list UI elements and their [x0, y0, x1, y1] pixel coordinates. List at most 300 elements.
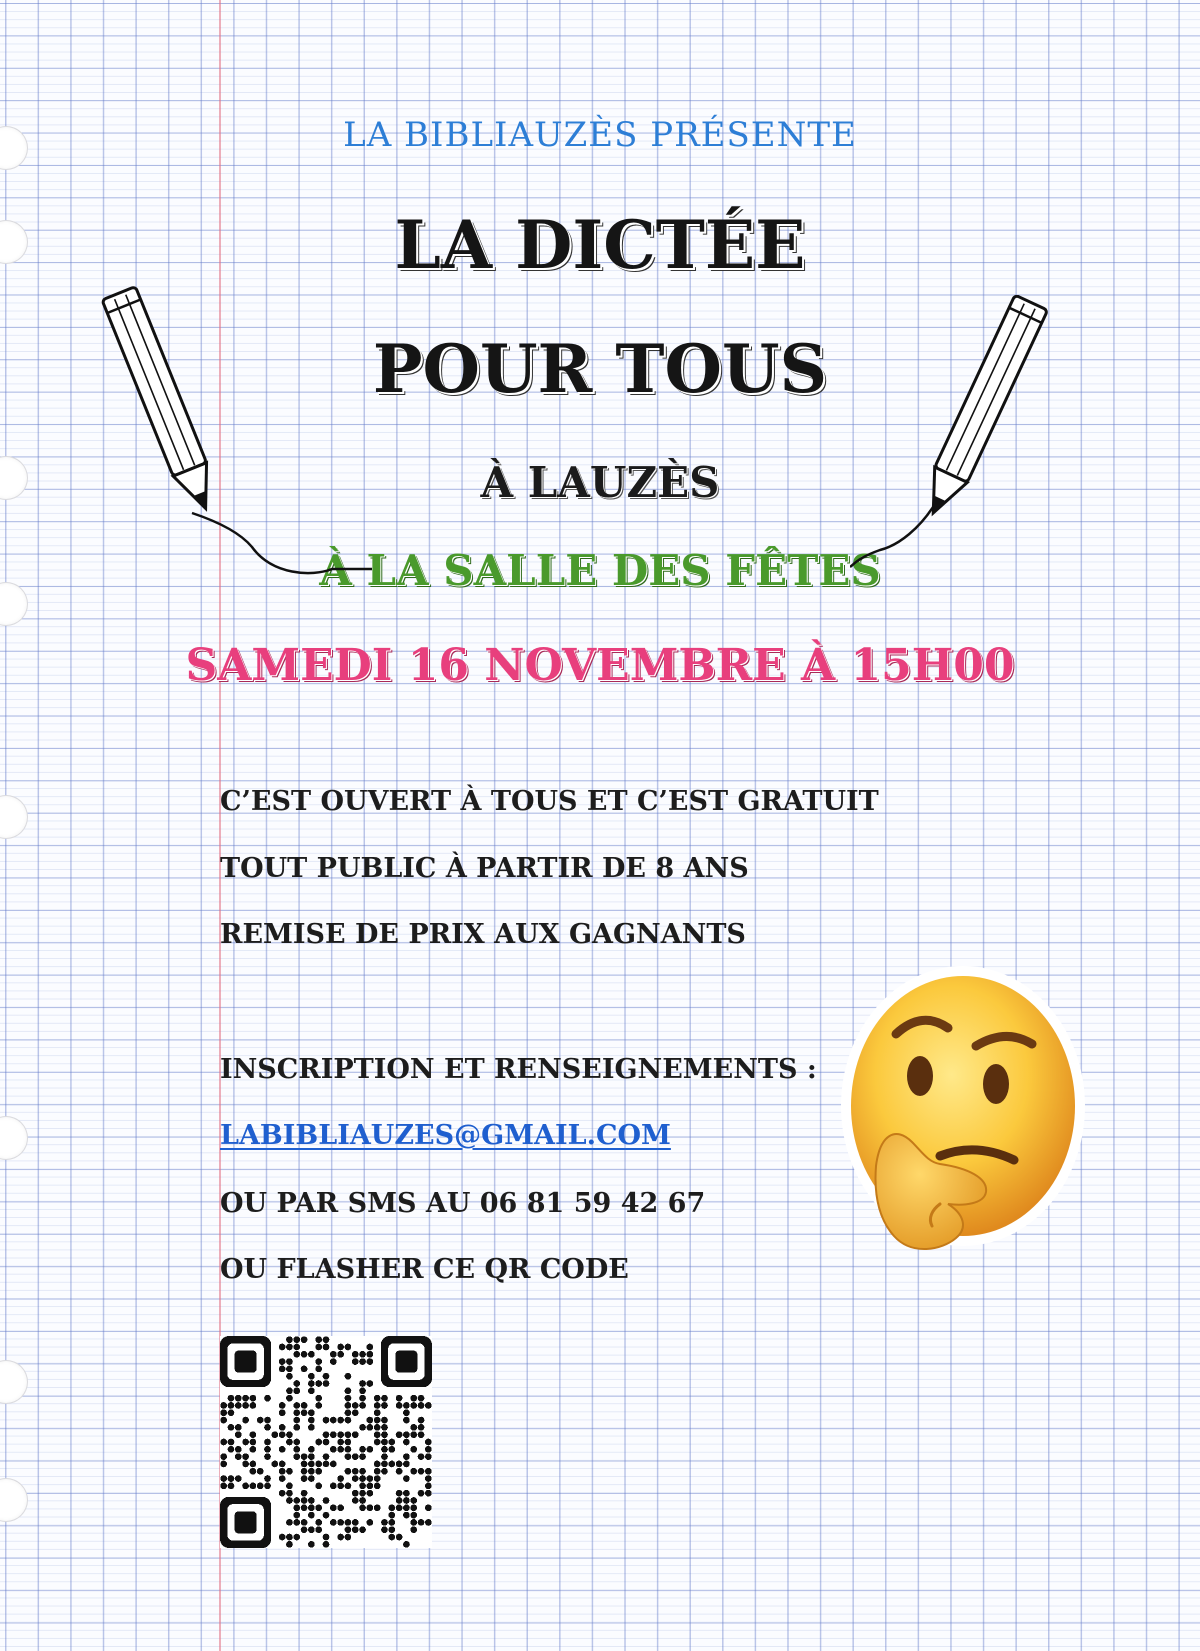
qr-module [345, 1453, 352, 1460]
qr-module [315, 1336, 322, 1343]
qr-module [279, 1366, 286, 1373]
qr-module [301, 1504, 308, 1511]
qr-module [301, 1453, 308, 1460]
qr-module [242, 1395, 249, 1402]
qr-module [323, 1380, 330, 1387]
event-town: À LAUZÈS [480, 458, 720, 507]
qr-module [425, 1446, 432, 1453]
qr-module [352, 1431, 359, 1438]
qr-module [418, 1395, 425, 1402]
qr-module [286, 1541, 293, 1548]
qr-module [308, 1475, 315, 1482]
qr-module [374, 1482, 381, 1489]
qr-module [220, 1402, 227, 1409]
qr-module [323, 1336, 330, 1343]
qr-module [352, 1490, 359, 1497]
qr-module [220, 1475, 227, 1482]
qr-module [352, 1351, 359, 1358]
qr-module [220, 1417, 227, 1424]
qr-module [388, 1519, 395, 1526]
qr-module [235, 1395, 242, 1402]
punch-hole [0, 1116, 28, 1160]
qr-module [228, 1482, 235, 1489]
qr-module [315, 1468, 322, 1475]
info-prizes: REMISE DE PRIX AUX GAGNANTS [220, 919, 746, 950]
qr-module [359, 1395, 366, 1402]
qr-module [228, 1446, 235, 1453]
qr-module [323, 1417, 330, 1424]
presenter-line: LA BIBLIAUZÈS PRÉSENTE [343, 115, 857, 155]
qr-module [301, 1402, 308, 1409]
qr-module [374, 1431, 381, 1438]
qr-module [301, 1490, 308, 1497]
qr-module [242, 1417, 249, 1424]
qr-module [410, 1526, 417, 1533]
qr-module [374, 1461, 381, 1468]
qr-module [308, 1446, 315, 1453]
qr-module [228, 1424, 235, 1431]
qr-module [279, 1461, 286, 1468]
qr-module [286, 1497, 293, 1504]
qr-module [279, 1431, 286, 1438]
qr-module [250, 1461, 257, 1468]
qr-module [352, 1409, 359, 1416]
qr-module [418, 1453, 425, 1460]
qr-module [323, 1344, 330, 1351]
qr-module [315, 1526, 322, 1533]
qr-module [235, 1446, 242, 1453]
qr-module [286, 1387, 293, 1394]
qr-module [279, 1475, 286, 1482]
qr-module [337, 1504, 344, 1511]
qr-module [410, 1424, 417, 1431]
qr-module [264, 1417, 271, 1424]
qr-module [308, 1417, 315, 1424]
qr-module [286, 1439, 293, 1446]
qr-module [330, 1351, 337, 1358]
qr-module [228, 1402, 235, 1409]
qr-module [293, 1446, 300, 1453]
qr-module [381, 1453, 388, 1460]
qr-module [403, 1439, 410, 1446]
qr-module [286, 1534, 293, 1541]
qr-module [352, 1475, 359, 1482]
qr-module [279, 1358, 286, 1365]
qr-module [418, 1417, 425, 1424]
qr-module [235, 1431, 242, 1438]
qr-module [330, 1417, 337, 1424]
qr-module [279, 1344, 286, 1351]
qr-module [396, 1534, 403, 1541]
qr-module [337, 1417, 344, 1424]
qr-module [418, 1424, 425, 1431]
qr-module [359, 1387, 366, 1394]
qr-module [425, 1468, 432, 1475]
qr-module [410, 1446, 417, 1453]
qr-module [286, 1366, 293, 1373]
qr-code-icon [220, 1336, 432, 1548]
qr-module [315, 1395, 322, 1402]
qr-module [366, 1490, 373, 1497]
qr-module [403, 1512, 410, 1519]
qr-module [396, 1402, 403, 1409]
qr-module [220, 1461, 227, 1468]
qr-module [359, 1446, 366, 1453]
contact-sms: OU PAR SMS AU 06 81 59 42 67 [220, 1188, 706, 1219]
qr-module [330, 1431, 337, 1438]
qr-module [250, 1402, 257, 1409]
qr-module [359, 1475, 366, 1482]
qr-module [396, 1504, 403, 1511]
punch-hole [0, 1478, 28, 1522]
qr-module [330, 1519, 337, 1526]
qr-module [381, 1417, 388, 1424]
poster-title-line-1: LA DICTÉE [394, 206, 806, 284]
qr-module [359, 1482, 366, 1489]
qr-module [374, 1409, 381, 1416]
qr-module [345, 1373, 352, 1380]
punch-hole [0, 1360, 28, 1404]
qr-module [286, 1519, 293, 1526]
qr-module [250, 1482, 257, 1489]
qr-module [425, 1504, 432, 1511]
qr-module [388, 1504, 395, 1511]
qr-module [410, 1497, 417, 1504]
qr-module [374, 1468, 381, 1475]
qr-module [374, 1395, 381, 1402]
qr-module [388, 1512, 395, 1519]
qr-module [308, 1351, 315, 1358]
qr-module [315, 1358, 322, 1365]
qr-module [366, 1424, 373, 1431]
qr-module [264, 1395, 271, 1402]
qr-module [293, 1351, 300, 1358]
qr-module [301, 1468, 308, 1475]
qr-module [381, 1526, 388, 1533]
qr-module [337, 1446, 344, 1453]
qr-module [315, 1482, 322, 1489]
qr-module [345, 1534, 352, 1541]
qr-module [345, 1387, 352, 1394]
qr-module [279, 1490, 286, 1497]
qr-module [286, 1358, 293, 1365]
qr-module [337, 1475, 344, 1482]
qr-module [323, 1431, 330, 1438]
qr-module [315, 1519, 322, 1526]
qr-module [403, 1409, 410, 1416]
qr-module [315, 1366, 322, 1373]
qr-module [381, 1395, 388, 1402]
qr-module [308, 1373, 315, 1380]
qr-module [286, 1468, 293, 1475]
qr-module [337, 1431, 344, 1438]
qr-module [220, 1409, 227, 1416]
qr-module [323, 1453, 330, 1460]
contact-email-link[interactable]: LABIBLIAUZES@GMAIL.COM [220, 1120, 671, 1151]
qr-module [352, 1497, 359, 1504]
qr-module [293, 1534, 300, 1541]
info-open-free: C’EST OUVERT À TOUS ET C’EST GRATUIT [220, 786, 879, 817]
qr-module [374, 1504, 381, 1511]
qr-module [315, 1461, 322, 1468]
qr-module [235, 1402, 242, 1409]
qr-module [293, 1497, 300, 1504]
qr-module [352, 1526, 359, 1533]
qr-module [388, 1461, 395, 1468]
qr-module [352, 1519, 359, 1526]
qr-module [293, 1336, 300, 1343]
qr-module [279, 1402, 286, 1409]
qr-module [366, 1504, 373, 1511]
punch-hole [0, 795, 28, 839]
qr-module [366, 1475, 373, 1482]
qr-module [235, 1453, 242, 1460]
qr-module [301, 1519, 308, 1526]
qr-module [308, 1541, 315, 1548]
qr-module [345, 1439, 352, 1446]
qr-module [345, 1409, 352, 1416]
qr-module [308, 1504, 315, 1511]
qr-module [293, 1402, 300, 1409]
qr-module [293, 1417, 300, 1424]
qr-module [228, 1409, 235, 1416]
qr-module [359, 1424, 366, 1431]
qr-module [308, 1468, 315, 1475]
qr-module [403, 1475, 410, 1482]
qr-module [323, 1534, 330, 1541]
qr-module [359, 1504, 366, 1511]
event-date-time: SAMEDI 16 NOVEMBRE À 15H00 [185, 640, 1015, 691]
qr-module [381, 1439, 388, 1446]
qr-module [264, 1439, 271, 1446]
qr-module [293, 1453, 300, 1460]
qr-module [381, 1468, 388, 1475]
qr-module [323, 1439, 330, 1446]
qr-module [410, 1431, 417, 1438]
qr-module [410, 1402, 417, 1409]
qr-module [293, 1504, 300, 1511]
qr-module [366, 1358, 373, 1365]
qr-module [366, 1519, 373, 1526]
qr-module [359, 1380, 366, 1387]
qr-module [403, 1504, 410, 1511]
qr-module [293, 1512, 300, 1519]
qr-module [293, 1424, 300, 1431]
qr-module [345, 1402, 352, 1409]
qr-module [228, 1439, 235, 1446]
qr-module [345, 1344, 352, 1351]
qr-module [301, 1351, 308, 1358]
qr-module [279, 1446, 286, 1453]
qr-module [366, 1482, 373, 1489]
qr-module [359, 1402, 366, 1409]
qr-module [330, 1461, 337, 1468]
qr-module [257, 1417, 264, 1424]
qr-module [388, 1526, 395, 1533]
qr-module [425, 1475, 432, 1482]
qr-module [308, 1424, 315, 1431]
right-pencil-icon [850, 295, 1100, 595]
qr-module [235, 1475, 242, 1482]
qr-module [381, 1431, 388, 1438]
qr-module [374, 1402, 381, 1409]
qr-module [403, 1402, 410, 1409]
qr-module [257, 1468, 264, 1475]
qr-module [250, 1468, 257, 1475]
qr-module [374, 1424, 381, 1431]
qr-module [286, 1373, 293, 1380]
qr-module [410, 1395, 417, 1402]
poster-title-line-2: POUR TOUS [372, 330, 828, 408]
qr-module [293, 1409, 300, 1416]
qr-module [293, 1380, 300, 1387]
qr-module [293, 1387, 300, 1394]
qr-module [403, 1453, 410, 1460]
qr-module [308, 1380, 315, 1387]
qr-module [323, 1497, 330, 1504]
qr-module [359, 1490, 366, 1497]
qr-module [301, 1336, 308, 1343]
qr-module [359, 1351, 366, 1358]
qr-module [352, 1402, 359, 1409]
qr-module [242, 1402, 249, 1409]
qr-module [286, 1395, 293, 1402]
qr-module [301, 1497, 308, 1504]
qr-module [366, 1380, 373, 1387]
qr-module [418, 1519, 425, 1526]
qr-module [315, 1344, 322, 1351]
qr-module [425, 1439, 432, 1446]
qr-module [323, 1461, 330, 1468]
qr-module [323, 1541, 330, 1548]
qr-module [403, 1431, 410, 1438]
qr-module [330, 1504, 337, 1511]
qr-module [337, 1439, 344, 1446]
qr-module [286, 1344, 293, 1351]
qr-module [359, 1468, 366, 1475]
qr-module [345, 1468, 352, 1475]
qr-module [403, 1490, 410, 1497]
qr-module [220, 1439, 227, 1446]
qr-module [418, 1490, 425, 1497]
qr-module [345, 1431, 352, 1438]
qr-module [410, 1468, 417, 1475]
qr-module [293, 1439, 300, 1446]
qr-module [220, 1482, 227, 1489]
qr-module [301, 1461, 308, 1468]
qr-module [403, 1461, 410, 1468]
qr-module [286, 1431, 293, 1438]
qr-module [366, 1344, 373, 1351]
qr-module [345, 1526, 352, 1533]
qr-module [228, 1475, 235, 1482]
qr-module [264, 1424, 271, 1431]
qr-module [293, 1344, 300, 1351]
qr-module [242, 1453, 249, 1460]
qr-module [374, 1439, 381, 1446]
qr-module [242, 1482, 249, 1489]
qr-module [359, 1453, 366, 1460]
contact-qr-prompt: OU FLASHER CE QR CODE [220, 1254, 629, 1285]
info-audience: TOUT PUBLIC À PARTIR DE 8 ANS [220, 853, 749, 884]
qr-module [250, 1439, 257, 1446]
qr-module [381, 1402, 388, 1409]
qr-module [396, 1431, 403, 1438]
qr-module [425, 1453, 432, 1460]
qr-module [352, 1468, 359, 1475]
qr-module [308, 1526, 315, 1533]
qr-module [279, 1424, 286, 1431]
thinking-face-icon [836, 966, 1086, 1271]
qr-module [330, 1482, 337, 1489]
qr-module [396, 1395, 403, 1402]
qr-module [257, 1482, 264, 1489]
qr-module [381, 1461, 388, 1468]
qr-module [286, 1336, 293, 1343]
qr-module [308, 1497, 315, 1504]
qr-module [301, 1475, 308, 1482]
qr-module [323, 1512, 330, 1519]
qr-module [418, 1431, 425, 1438]
qr-module [250, 1446, 257, 1453]
qr-module [271, 1431, 278, 1438]
qr-module [374, 1475, 381, 1482]
qr-module [366, 1351, 373, 1358]
qr-module [279, 1534, 286, 1541]
qr-module [279, 1468, 286, 1475]
qr-module [308, 1461, 315, 1468]
qr-module [330, 1446, 337, 1453]
qr-module [425, 1402, 432, 1409]
qr-module [396, 1490, 403, 1497]
qr-module [418, 1402, 425, 1409]
qr-module [374, 1417, 381, 1424]
qr-module [315, 1439, 322, 1446]
qr-module [308, 1409, 315, 1416]
qr-module [366, 1446, 373, 1453]
qr-module [286, 1490, 293, 1497]
qr-module [337, 1482, 344, 1489]
qr-module [242, 1439, 249, 1446]
qr-module [293, 1519, 300, 1526]
qr-module [359, 1526, 366, 1533]
qr-module [352, 1358, 359, 1365]
qr-module [315, 1380, 322, 1387]
qr-module [396, 1497, 403, 1504]
qr-module [381, 1519, 388, 1526]
qr-module [308, 1387, 315, 1394]
qr-module [359, 1358, 366, 1365]
qr-module [425, 1519, 432, 1526]
qr-module [242, 1461, 249, 1468]
qr-module [366, 1417, 373, 1424]
qr-module [301, 1409, 308, 1416]
qr-module [250, 1431, 257, 1438]
qr-module [381, 1446, 388, 1453]
contact-heading: INSCRIPTION ET RENSEIGNEMENTS : [220, 1054, 817, 1085]
qr-module [345, 1395, 352, 1402]
qr-module [337, 1534, 344, 1541]
qr-module [345, 1446, 352, 1453]
qr-module [388, 1439, 395, 1446]
qr-module [337, 1519, 344, 1526]
qr-module [396, 1461, 403, 1468]
qr-module [425, 1482, 432, 1489]
qr-module [418, 1468, 425, 1475]
qr-module [403, 1541, 410, 1548]
qr-module [250, 1395, 257, 1402]
qr-module [345, 1519, 352, 1526]
